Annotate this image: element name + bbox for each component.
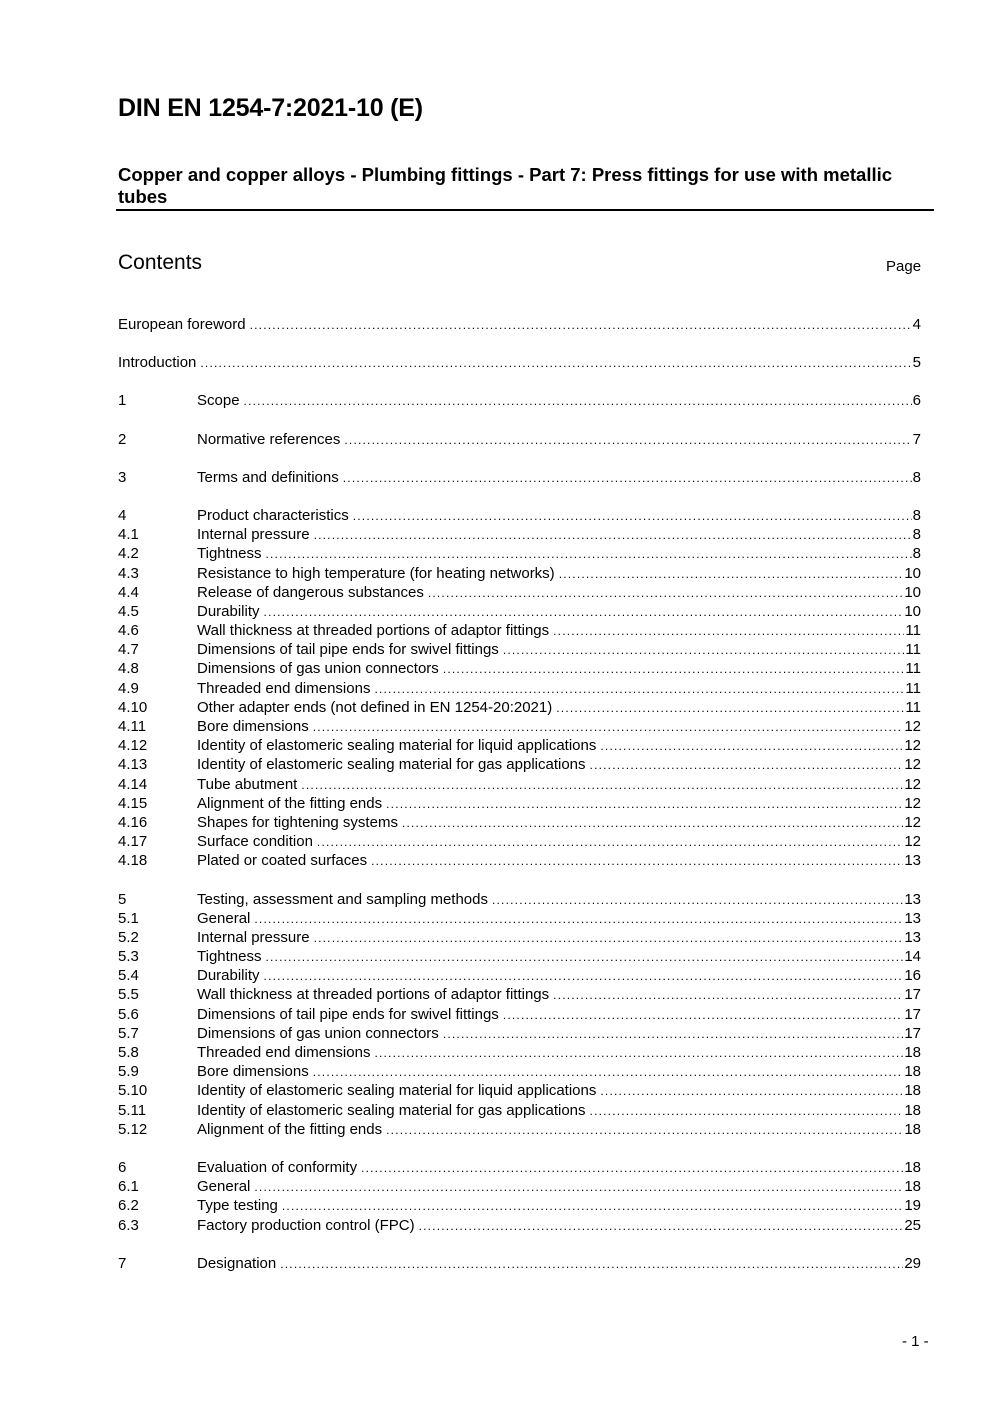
toc-entry[interactable] — [118, 1177, 921, 1196]
toc-entry-number: 4.10 — [118, 698, 148, 716]
toc-entry-page: 8 — [912, 545, 921, 563]
toc-entry-title: Scope — [197, 392, 240, 410]
toc-entry-page: 13 — [904, 852, 921, 870]
toc-entry-title: Plated or coated surfaces — [197, 852, 368, 870]
toc-entry-number: 4 — [118, 506, 127, 524]
toc-dot-leader — [503, 641, 905, 660]
toc-dot-leader — [386, 1121, 903, 1140]
toc-entry-page: 5 — [912, 354, 921, 372]
toc-dot-leader — [264, 603, 904, 622]
toc-entry-title: Bore dimensions — [197, 1063, 309, 1081]
toc-dot-leader — [344, 431, 911, 450]
toc-entry-number: 4.9 — [118, 679, 139, 697]
toc-entry[interactable] — [118, 430, 921, 449]
toc-entry[interactable] — [118, 602, 921, 621]
toc-entry-page: 18 — [904, 1082, 921, 1100]
toc-dot-leader — [244, 392, 912, 411]
toc-dot-leader — [313, 718, 904, 737]
toc-entry-number: 5.2 — [118, 928, 139, 946]
toc-entry[interactable] — [118, 1120, 921, 1139]
toc-dot-leader — [386, 795, 903, 814]
toc-dot-leader — [553, 986, 903, 1005]
toc-entry-page: 11 — [905, 698, 921, 716]
toc-entry[interactable] — [118, 315, 921, 334]
toc-dot-leader — [361, 1159, 903, 1178]
toc-dot-leader — [503, 1006, 904, 1025]
toc-entry-number: 6.1 — [118, 1178, 139, 1196]
toc-entry[interactable] — [118, 1216, 921, 1235]
toc-entry[interactable] — [118, 353, 921, 372]
toc-dot-leader — [371, 852, 903, 871]
toc-entry-page: 8 — [912, 506, 921, 524]
toc-entry-title: Alignment of the fitting ends — [197, 794, 383, 812]
toc-entry-page: 8 — [912, 526, 921, 544]
toc-entry-page: 10 — [904, 583, 921, 601]
toc-entry-number: 4.13 — [118, 756, 148, 774]
toc-entry[interactable] — [118, 909, 921, 928]
toc-dot-leader — [265, 545, 911, 564]
toc-entry-page: 18 — [904, 1063, 921, 1081]
toc-entry[interactable] — [118, 468, 921, 487]
toc-entry-title: Alignment of the fitting ends — [197, 1120, 383, 1138]
toc-entry-title: Identity of elastomeric sealing material for gas applications — [197, 1101, 586, 1119]
toc-entry-title: Factory production control (FPC) — [197, 1216, 415, 1234]
toc-entry-title: Tightness — [197, 545, 262, 563]
toc-entry-page: 16 — [904, 967, 921, 985]
toc-entry-page: 12 — [904, 833, 921, 851]
toc-entry-number: 2 — [118, 430, 127, 448]
toc-dot-leader — [556, 699, 904, 718]
toc-entry[interactable] — [118, 1043, 921, 1062]
toc-entry-title: Resistance to high temperature (for heating networks) — [197, 564, 555, 582]
table-of-contents — [118, 315, 921, 1273]
toc-entry-number: 5.1 — [118, 909, 139, 927]
toc-entry-number: 3 — [118, 468, 127, 486]
toc-entry[interactable] — [118, 755, 921, 774]
toc-entry-page: 12 — [904, 718, 921, 735]
toc-entry-title: Dimensions of tail pipe ends for swivel fittings — [197, 1005, 499, 1023]
toc-entry-title: Normative references — [197, 430, 341, 448]
toc-entry-title: General — [197, 1178, 251, 1196]
toc-entry-number: 4.8 — [118, 660, 139, 678]
toc-entry[interactable] — [118, 564, 921, 583]
contents-heading: Contents — [118, 251, 203, 274]
toc-entry-page: 11 — [905, 660, 921, 678]
toc-entry-page: 18 — [904, 1158, 921, 1176]
toc-entry-number: 5.11 — [118, 1101, 147, 1119]
toc-dot-leader — [301, 776, 903, 795]
toc-entry-title: Tightness — [197, 948, 262, 966]
toc-entry-title: Evaluation of conformity — [197, 1158, 358, 1176]
toc-entry[interactable] — [118, 890, 921, 909]
toc-entry[interactable] — [118, 1196, 921, 1215]
toc-entry-page: 17 — [904, 986, 921, 1004]
toc-entry-page: 8 — [912, 468, 921, 486]
toc-dot-leader — [264, 967, 904, 986]
toc-entry-number: 5.10 — [118, 1082, 148, 1100]
toc-dot-leader — [313, 1063, 904, 1082]
toc-dot-leader — [254, 910, 903, 929]
toc-entry-page: 10 — [904, 564, 921, 582]
toc-entry-page: 7 — [912, 430, 921, 448]
toc-entry-number: 7 — [118, 1254, 127, 1272]
toc-entry-title: Durability — [197, 967, 260, 985]
toc-entry[interactable] — [118, 832, 921, 851]
toc-entry-number: 5.12 — [118, 1120, 148, 1138]
toc-entry[interactable] — [118, 775, 921, 794]
toc-entry-title: Type testing — [197, 1197, 278, 1215]
toc-entry-page: 12 — [904, 794, 921, 812]
toc-entry-number: 4.6 — [118, 622, 139, 640]
toc-entry-title: Threaded end dimensions — [197, 1044, 371, 1061]
toc-entry-title: Product characteristics — [197, 506, 349, 524]
toc-entry[interactable] — [118, 659, 921, 678]
toc-dot-leader — [282, 1197, 903, 1216]
toc-entry-page: 4 — [912, 316, 921, 333]
toc-entry-title: Dimensions of gas union connectors — [197, 660, 439, 678]
toc-dot-leader — [590, 1102, 904, 1121]
toc-entry[interactable] — [118, 1158, 921, 1177]
toc-entry-page: 25 — [904, 1216, 921, 1234]
toc-entry-page: 11 — [905, 679, 921, 697]
toc-entry-title: Dimensions of tail pipe ends for swivel fittings — [197, 641, 499, 659]
toc-entry[interactable] — [118, 985, 921, 1004]
toc-entry[interactable] — [118, 928, 921, 947]
toc-entry-title: Shapes for tightening systems — [197, 813, 398, 831]
toc-entry[interactable] — [118, 794, 921, 813]
toc-dot-leader — [280, 1255, 903, 1274]
toc-dot-leader — [600, 1082, 903, 1101]
toc-entry-title: Threaded end dimensions — [197, 679, 371, 697]
toc-entry-title: Dimensions of gas union connectors — [197, 1024, 439, 1042]
toc-entry-number: 4.18 — [118, 852, 148, 870]
toc-entry-number: 5.3 — [118, 948, 139, 966]
toc-entry-title: Internal pressure — [197, 526, 310, 544]
toc-entry-page: 12 — [904, 775, 921, 793]
toc-entry[interactable] — [118, 717, 921, 736]
toc-dot-leader — [353, 507, 912, 526]
toc-entry[interactable] — [118, 544, 921, 563]
toc-entry-page: 12 — [904, 756, 921, 774]
toc-entry-number: 1 — [118, 392, 127, 410]
toc-entry[interactable] — [118, 947, 921, 966]
toc-entry-number: 4.14 — [118, 775, 148, 793]
toc-dot-leader — [200, 354, 911, 373]
toc-entry-title: Designation — [197, 1254, 277, 1272]
toc-entry-page: 6 — [912, 392, 921, 410]
toc-entry-title: Wall thickness at threaded portions of adaptor fittings — [197, 622, 550, 640]
toc-entry-page: 18 — [904, 1120, 921, 1138]
toc-dot-leader — [343, 469, 912, 488]
toc-entry[interactable] — [118, 621, 921, 640]
toc-dot-leader — [559, 565, 904, 584]
toc-dot-leader — [553, 622, 904, 641]
toc-dot-leader — [600, 737, 903, 756]
toc-entry-title: Surface condition — [197, 833, 313, 851]
toc-entry-number: 5 — [118, 890, 127, 908]
toc-dot-leader — [317, 833, 903, 852]
toc-dot-leader — [492, 891, 903, 910]
page-column-heading: Page — [886, 258, 922, 275]
toc-entry-page: 17 — [904, 1024, 921, 1042]
toc-entry-title: Release of dangerous substances — [197, 583, 424, 601]
toc-entry-page: 11 — [905, 641, 921, 659]
toc-entry-number: 4.17 — [118, 833, 148, 851]
toc-entry-number: 4.3 — [118, 564, 139, 582]
toc-entry-number: 5.6 — [118, 1005, 139, 1023]
toc-entry[interactable] — [118, 391, 921, 410]
toc-entry-title: Identity of elastomeric sealing material for gas applications — [197, 756, 586, 774]
page-number: - 1 - — [902, 1333, 929, 1350]
toc-dot-leader — [374, 1044, 903, 1063]
toc-entry[interactable] — [118, 1062, 921, 1081]
toc-entry-number: 5.7 — [118, 1024, 139, 1042]
toc-entry-title: Internal pressure — [197, 928, 310, 946]
document-title: DIN EN 1254-7:2021-10 (E) — [118, 94, 423, 122]
toc-entry[interactable] — [118, 813, 921, 832]
toc-entry-page: 14 — [904, 948, 921, 966]
toc-entry-page: 18 — [904, 1178, 921, 1196]
toc-entry[interactable] — [118, 1005, 921, 1024]
toc-entry[interactable] — [118, 966, 921, 985]
toc-entry-number: 6.2 — [118, 1197, 139, 1215]
toc-entry-number: 5.8 — [118, 1044, 139, 1061]
toc-entry-number: 4.15 — [118, 794, 148, 812]
toc-entry-number: 6.3 — [118, 1216, 139, 1234]
toc-entry-title: Other adapter ends (not defined in EN 1254-20:2021) — [197, 698, 553, 716]
toc-dot-leader — [428, 584, 903, 603]
toc-entry-page: 13 — [904, 928, 921, 946]
toc-dot-leader — [265, 948, 903, 967]
toc-entry-title: Identity of elastomeric sealing material for liquid applications — [197, 737, 597, 755]
toc-entry-number: 4.7 — [118, 641, 139, 659]
toc-entry-title: Wall thickness at threaded portions of adaptor fittings — [197, 986, 550, 1004]
toc-entry-number: 5.9 — [118, 1063, 139, 1081]
toc-entry[interactable] — [118, 1081, 921, 1100]
toc-entry-title: General — [197, 909, 251, 927]
toc-dot-leader — [250, 316, 912, 335]
toc-entry-page: 29 — [904, 1254, 921, 1272]
toc-entry-number: 4.4 — [118, 583, 139, 601]
toc-entry-number: 4.2 — [118, 545, 139, 563]
toc-dot-leader — [314, 526, 912, 545]
toc-entry[interactable] — [118, 679, 921, 698]
toc-entry[interactable] — [118, 736, 921, 755]
toc-entry[interactable] — [118, 851, 921, 870]
toc-entry-page: 13 — [904, 890, 921, 908]
toc-entry-number: 4.12 — [118, 737, 148, 755]
toc-entry-number: 4.16 — [118, 813, 148, 831]
toc-entry-title: Testing, assessment and sampling methods — [197, 890, 488, 908]
toc-dot-leader — [590, 756, 904, 775]
toc-entry[interactable] — [118, 506, 921, 525]
toc-entry[interactable] — [118, 1254, 921, 1273]
toc-entry-page: 18 — [904, 1101, 921, 1119]
title-divider — [116, 209, 934, 211]
toc-entry[interactable] — [118, 525, 921, 544]
toc-entry-page: 13 — [904, 909, 921, 927]
toc-entry[interactable] — [118, 1101, 921, 1120]
toc-entry-title: European foreword — [118, 316, 246, 333]
toc-entry-number: 6 — [118, 1158, 127, 1176]
toc-entry-title: Bore dimensions — [197, 718, 309, 735]
document-subtitle: Copper and copper alloys - Plumbing fittings - Part 7: Press fittings for use with metallic tubes — [118, 164, 893, 207]
toc-entry-number: 4.1 — [118, 526, 139, 544]
toc-entry-title: Tube abutment — [197, 775, 298, 793]
toc-entry-title: Identity of elastomeric sealing material for liquid applications — [197, 1082, 597, 1100]
toc-entry-page: 11 — [905, 622, 921, 640]
toc-dot-leader — [443, 1025, 904, 1044]
toc-dot-leader — [402, 814, 903, 833]
toc-entry-page: 18 — [904, 1044, 921, 1061]
toc-entry-title: Durability — [197, 602, 260, 620]
toc-entry[interactable] — [118, 698, 921, 717]
toc-entry-number: 5.5 — [118, 986, 139, 1004]
toc-entry-page: 12 — [904, 737, 921, 755]
toc-entry[interactable] — [118, 1024, 921, 1043]
toc-entry-page: 19 — [904, 1197, 921, 1215]
toc-entry-number: 4.5 — [118, 602, 139, 620]
toc-entry[interactable] — [118, 583, 921, 602]
toc-entry-page: 17 — [904, 1005, 921, 1023]
toc-dot-leader — [374, 680, 904, 699]
toc-entry-title: Terms and definitions — [197, 468, 339, 486]
toc-dot-leader — [443, 660, 905, 679]
toc-entry-page: 10 — [904, 602, 921, 620]
toc-dot-leader — [419, 1217, 904, 1236]
toc-dot-leader — [254, 1178, 903, 1197]
toc-entry-title: Introduction — [118, 354, 197, 372]
toc-dot-leader — [314, 929, 904, 948]
toc-entry-number: 5.4 — [118, 967, 139, 985]
toc-entry-page: 12 — [904, 813, 921, 831]
toc-entry[interactable] — [118, 640, 921, 659]
toc-entry-number: 4.11 — [118, 718, 147, 735]
